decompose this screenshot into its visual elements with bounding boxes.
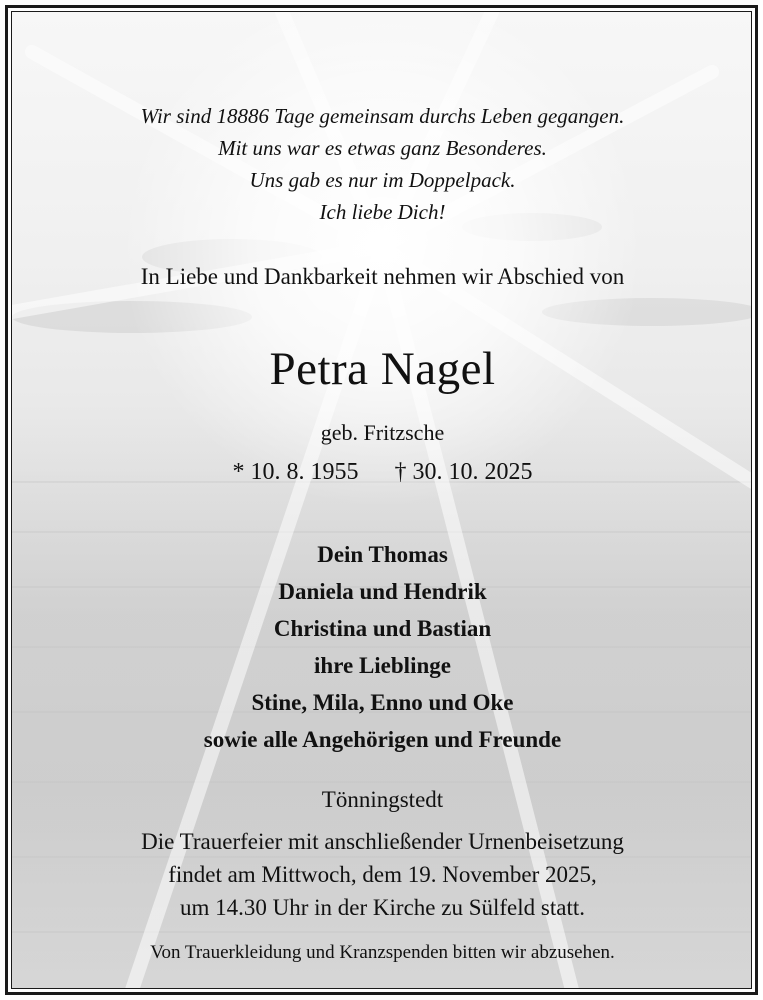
mourner-line: Daniela und Hendrik [278,579,487,604]
closing-note: Von Trauerkleidung und Kranzspenden bitten wir abzusehen. [150,942,615,963]
birth-name: geb. Fritzsche [320,420,445,445]
mourner-line: Stine, Mila, Enno und Oke [251,690,514,715]
poem-line: Ich liebe Dich! [319,200,446,224]
inner-border [11,11,752,989]
poem-line: Mit uns war es etwas ganz Besonderes. [218,136,547,160]
death-date: † 30. 10. 2025 [394,459,533,485]
mourner-line: sowie alle Angehörigen und Freunde [203,727,562,752]
life-dates [12,459,752,486]
service-info-line: findet am Mittwoch, dem 19. November 2025, [168,862,597,887]
service-info-line: Die Trauerfeier mit anschließender Urnenbeisetzung [141,829,624,854]
mourner-line: Dein Thomas [317,542,448,567]
birth-date: * 10. 8. 1955 [232,459,359,485]
intro-text: In Liebe und Dankbarkeit nehmen wir Abschied von [140,264,625,289]
poem-line: Wir sind 18886 Tage gemeinsam durchs Leben gegangen. [140,104,625,128]
mourner-line: Christina und Bastian [273,616,492,641]
service-info-line: um 14.30 Uhr in der Kirche zu Sülfeld statt. [180,895,585,920]
poem-line: Uns gab es nur im Doppelpack. [249,168,516,192]
place-name: Tönningstedt [321,787,444,812]
obituary-text [12,12,752,989]
mourner-line: ihre Lieblinge [314,653,451,678]
deceased-name: Petra Nagel [269,343,496,395]
